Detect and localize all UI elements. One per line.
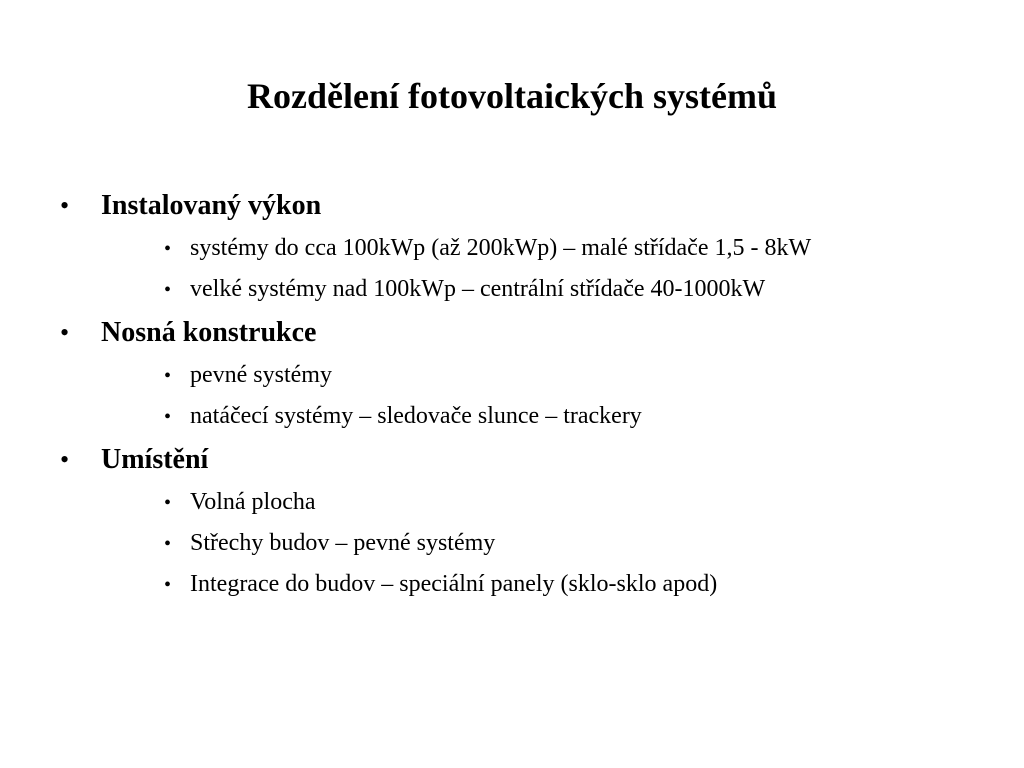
list-item-text: Integrace do budov – speciální panely (sklo-sklo apod) — [190, 571, 718, 597]
sub-list — [60, 482, 1000, 605]
bullet-icon: • — [60, 445, 70, 474]
bullet-icon: • — [164, 365, 172, 387]
section-support-structure — [60, 313, 1000, 437]
bullet-icon: • — [164, 533, 172, 555]
bullet-icon: • — [164, 238, 172, 260]
bullet-icon: • — [164, 279, 172, 301]
bullet-icon: • — [60, 318, 70, 347]
list-item — [60, 228, 1000, 269]
list-item — [60, 269, 1000, 310]
section-heading — [60, 313, 1000, 353]
sub-list — [60, 228, 1000, 310]
list-item — [60, 355, 1000, 396]
section-heading-text: Nosná konstrukce — [101, 317, 317, 348]
bullet-icon: • — [164, 574, 172, 596]
section-heading-text: Umístění — [101, 444, 209, 475]
bullet-icon: • — [60, 191, 70, 220]
slide-title: Rozdělení fotovoltaických systémů — [247, 76, 777, 116]
section-installed-power — [60, 186, 1000, 310]
bullet-icon: • — [164, 492, 172, 514]
list-item — [60, 396, 1000, 437]
list-item-text: Střechy budov – pevné systémy — [190, 530, 496, 556]
section-placement — [60, 440, 1000, 605]
list-item-text: natáčecí systémy – sledovače slunce – trackery — [190, 403, 642, 429]
bullet-list — [60, 186, 1000, 605]
section-heading — [60, 440, 1000, 480]
sub-list — [60, 355, 1000, 437]
section-heading — [60, 186, 1000, 226]
list-item — [60, 523, 1000, 564]
list-item-text: systémy do cca 100kWp (až 200kWp) – malé střídače 1,5 - 8kW — [190, 235, 812, 261]
list-item — [60, 564, 1000, 605]
section-heading-text: Instalovaný výkon — [101, 190, 322, 221]
list-item — [60, 482, 1000, 523]
list-item-text: velké systémy nad 100kWp – centrální střídače 40-1000kW — [190, 276, 766, 302]
list-item-text: pevné systémy — [190, 362, 332, 388]
list-item-text: Volná plocha — [190, 489, 316, 515]
bullet-icon: • — [164, 406, 172, 428]
